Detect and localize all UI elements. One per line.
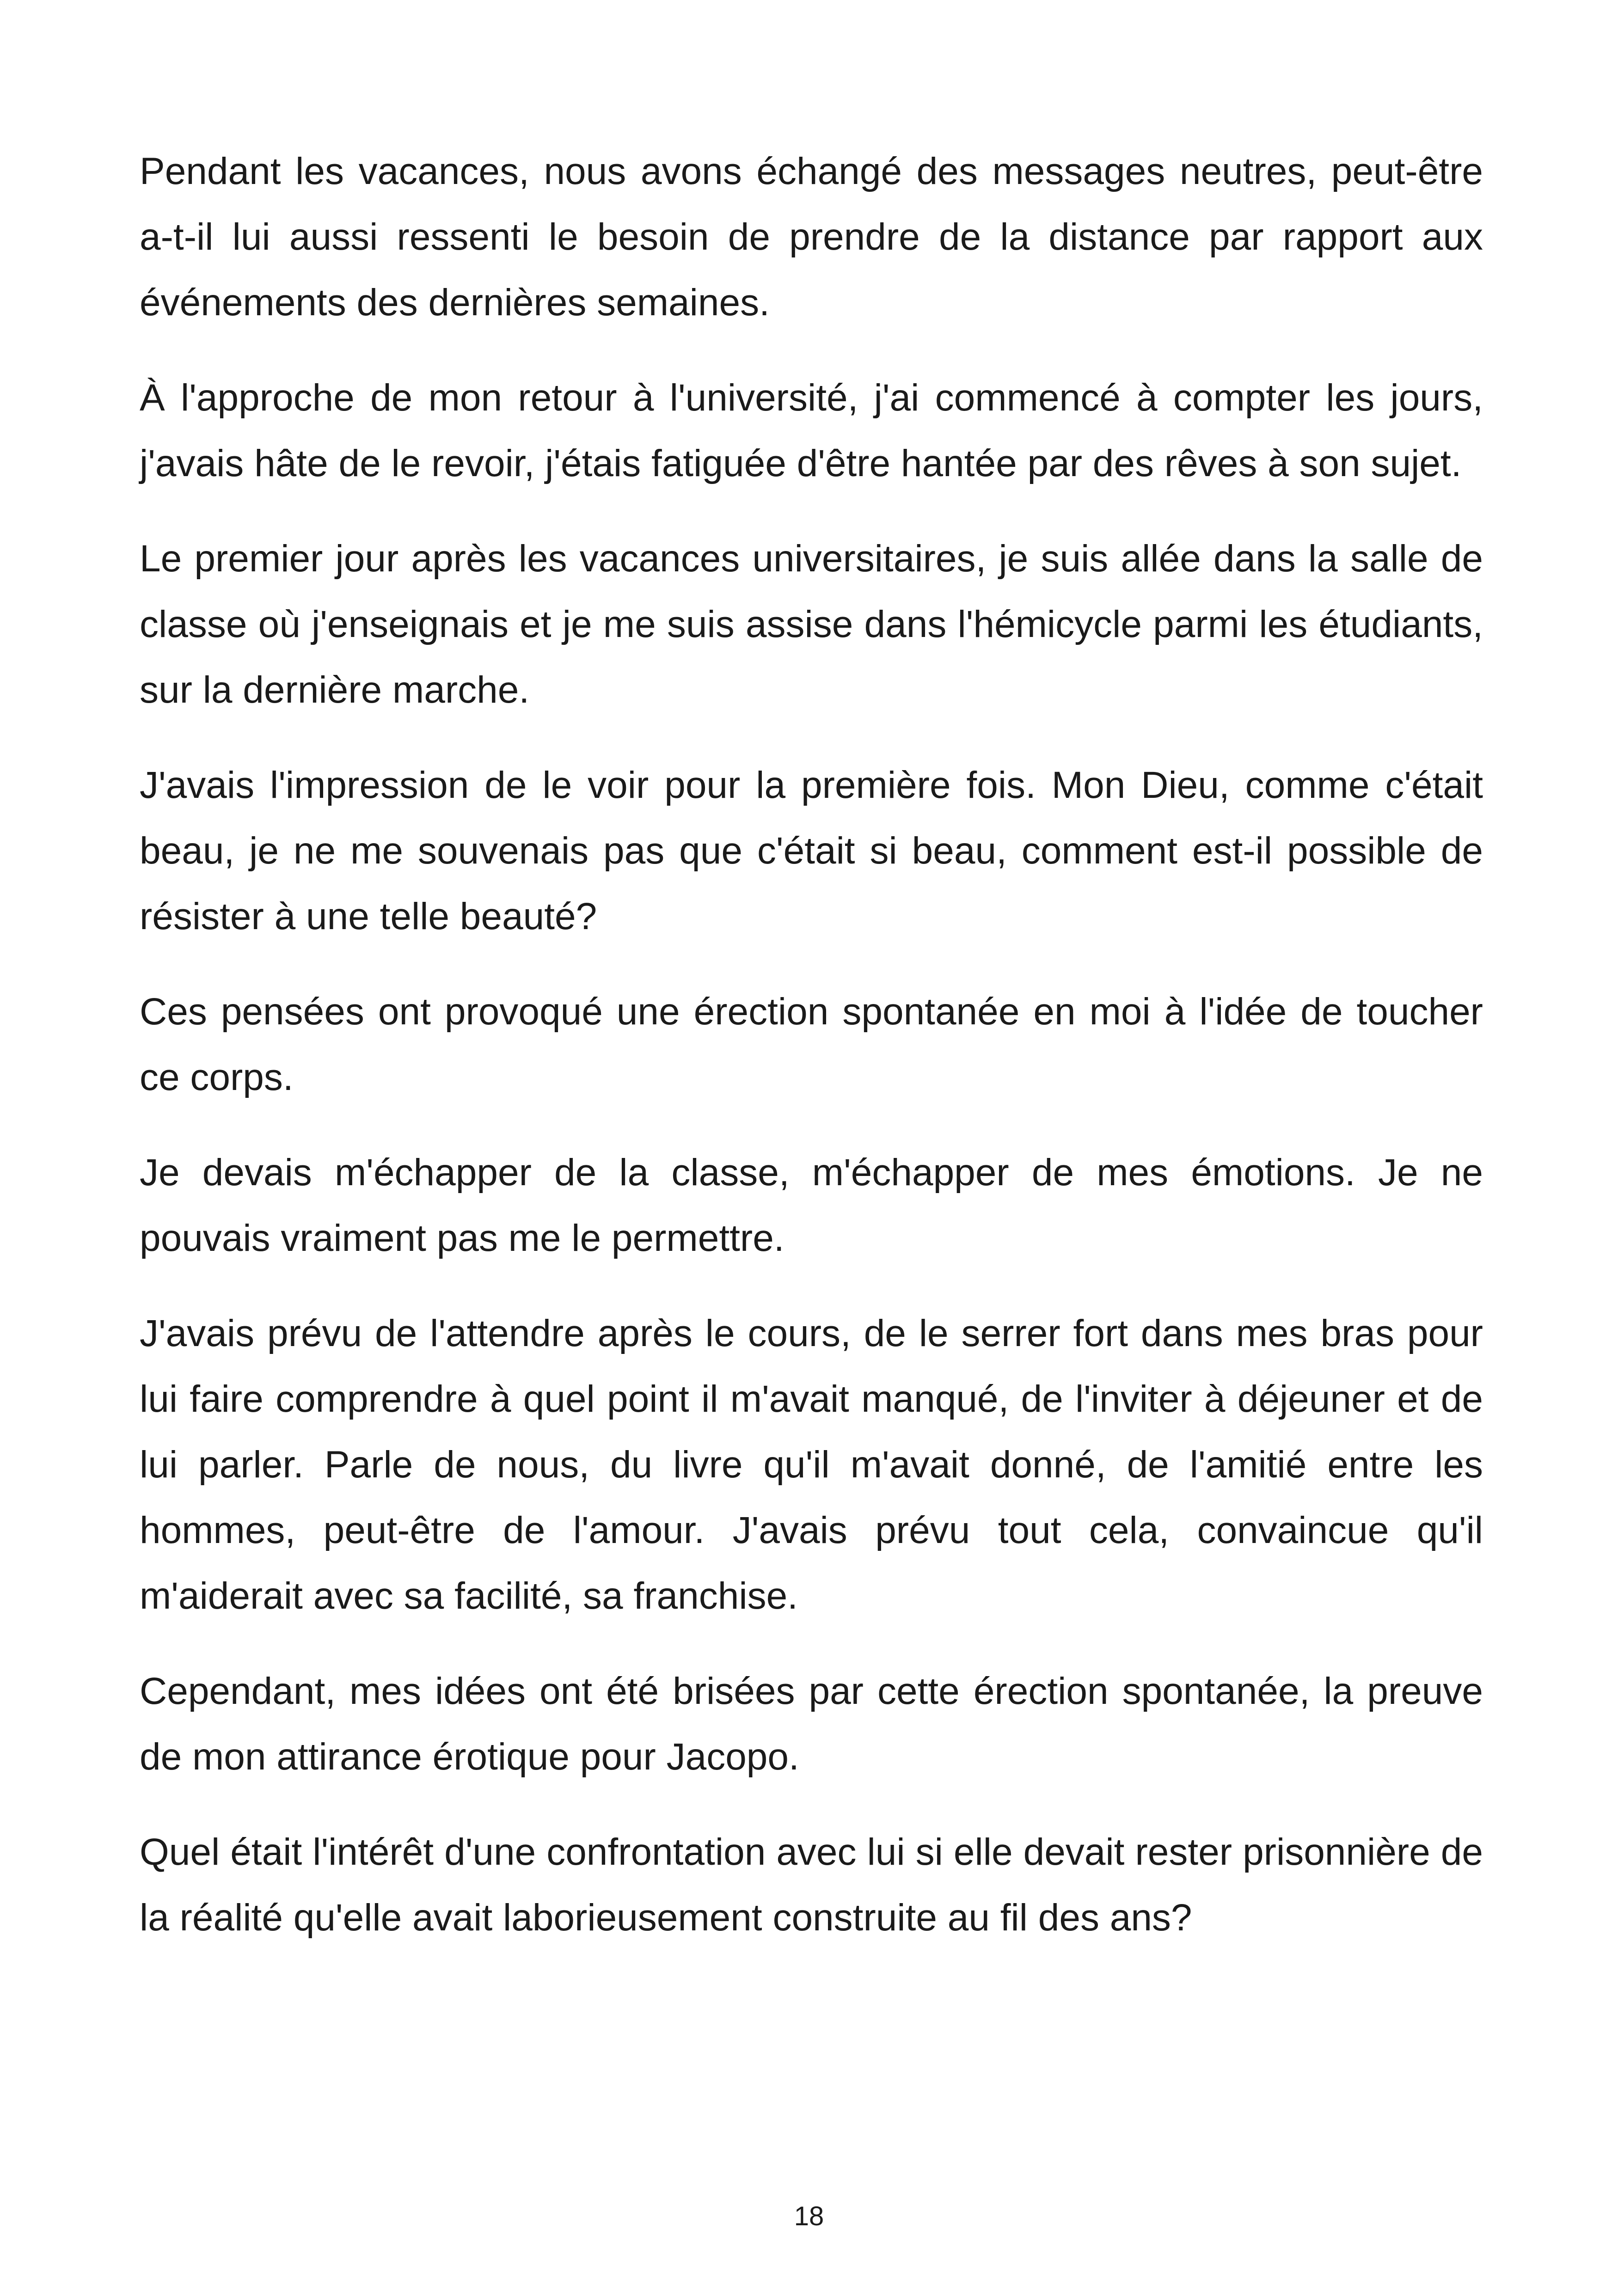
paragraph-6: Je devais m'échapper de la classe, m'échapper de mes émotions. Je ne pouvais vraiment pas me le permettre.	[140, 1151, 1483, 1259]
paragraph-3: Le premier jour après les vacances universitaires, je suis allée dans la salle de classe où j'enseignais et je me suis assise dans l'hémicycle parmi les étudiants, sur la dernière marche.	[140, 538, 1483, 711]
paragraph-7: J'avais prévu de l'attendre après le cours, de le serrer fort dans mes bras pour lui faire comprendre à quel point il m'avait manqué, de l'inviter à déjeuner et de lui parler. Parle de nous, du livre qu'il m'avait donné, de l'amitié entre les hommes, peut-être de l'amour. J'avais prévu tout cela, convaincue qu'il m'aiderait avec sa facilité, sa franchise.	[140, 1312, 1483, 1617]
paragraph-8: Cependant, mes idées ont été brisées par cette érection spontanée, la preuve de mon attirance érotique pour Jacopo.	[140, 1670, 1483, 1778]
paragraph-5: Ces pensées ont provoqué une érection spontanée en moi à l'idée de toucher ce corps.	[140, 991, 1483, 1098]
paragraph-9: Quel était l'intérêt d'une confrontation avec lui si elle devait rester prisonnière de la réalité qu'elle avait laborieusement construite au fil des ans?	[140, 1831, 1483, 1939]
paragraph-2: À l'approche de mon retour à l'université, j'ai commencé à compter les jours, j'avais hâte de le revoir, j'étais fatiguée d'être hantée par des rêves à son sujet.	[140, 377, 1483, 484]
paragraph-4: J'avais l'impression de le voir pour la première fois. Mon Dieu, comme c'était beau, je ne me souvenais pas que c'était si beau, comment est-il possible de résister à une telle beauté?	[140, 764, 1483, 937]
body-text	[140, 139, 1483, 1980]
paragraph-1: Pendant les vacances, nous avons échangé des messages neutres, peut-être a-t-il lui aussi ressenti le besoin de prendre de la distance par rapport aux événements des dernières semaines.	[140, 150, 1483, 324]
page-number: 18	[794, 2201, 824, 2231]
